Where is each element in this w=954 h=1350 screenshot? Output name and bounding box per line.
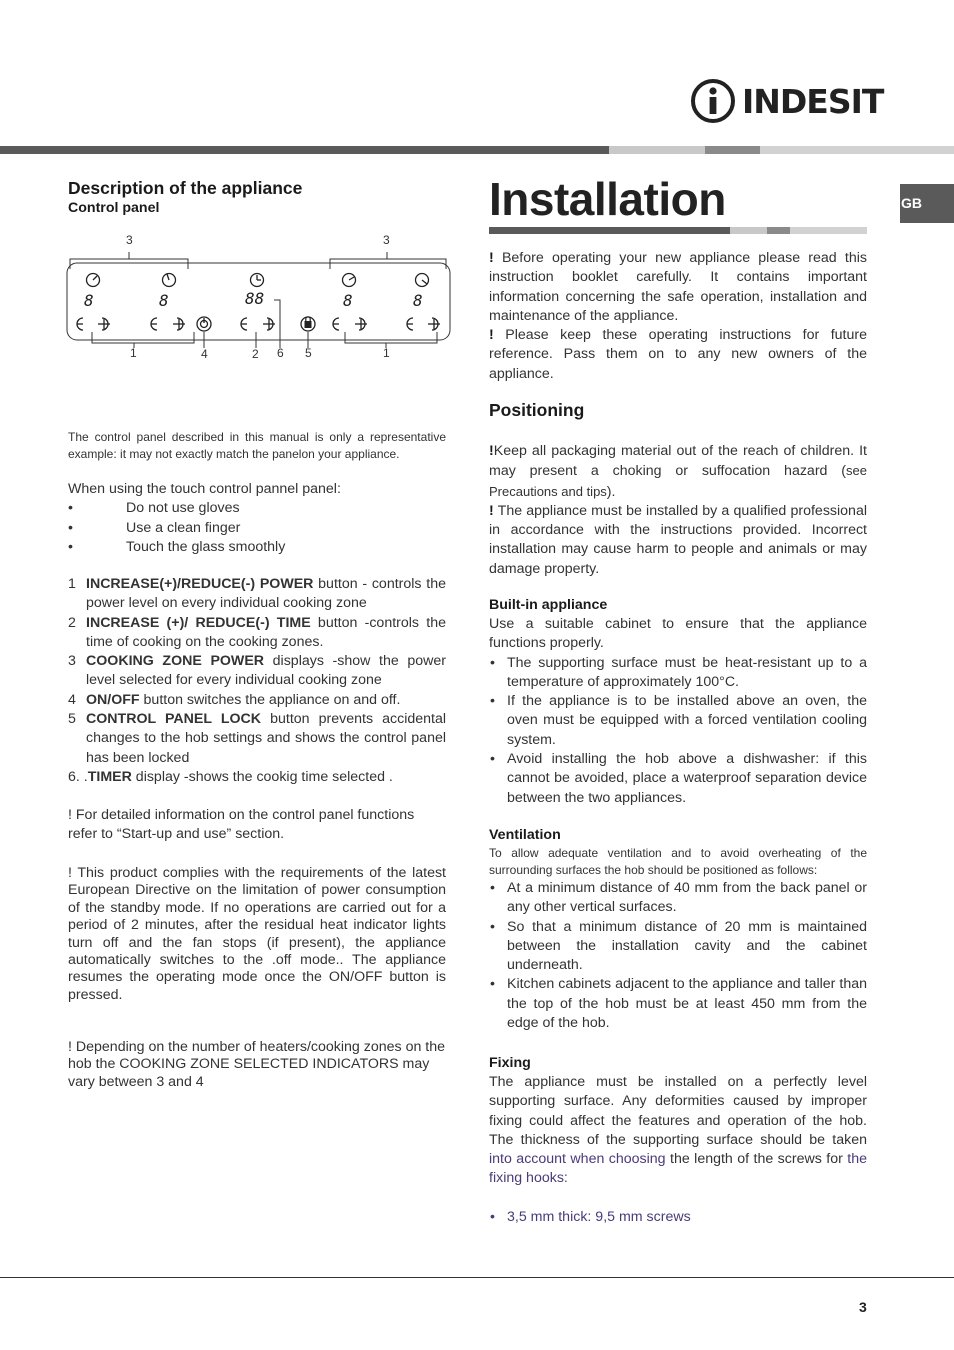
- language-tab: GB: [900, 184, 954, 223]
- list-item: • So that a minimum distance of 20 mm is maintained between the installation cavity and the cabinet underneath.: [489, 918, 867, 976]
- diagram-label-1-left: 1: [130, 346, 137, 360]
- list-item: • Do not use gloves: [68, 499, 446, 518]
- info-reference-paragraph: ! For detailed information on the control panel functions refer to “Start-up and use” section.: [68, 807, 415, 843]
- intro-paragraphs: [489, 249, 867, 384]
- legend-item: 2 INCREASE (+)/ REDUCE(-) TIME button -controls the time of cooking on the cooking zones.: [68, 614, 446, 650]
- list-item: • Use a clean finger: [68, 519, 446, 538]
- section-heading-description: Description of the appliance: [68, 178, 303, 198]
- brand-name: INDESIT: [742, 81, 884, 121]
- list-item: • If the appliance is to be installed above an oven, the oven must be equipped with a forced ventilation cooling system.: [489, 692, 867, 750]
- diagram-label-6: 6: [277, 346, 284, 360]
- diagram-label-4: 4: [201, 347, 208, 361]
- diagram-label-2: 2: [252, 347, 259, 361]
- control-panel-diagram: [64, 244, 456, 364]
- power-display-digit: 8: [343, 291, 353, 310]
- diagram-label-5: 5: [305, 346, 312, 360]
- fixing-paragraph: The appliance must be installed on a perfectly level supporting surface. Any deformities caused by improper fixing could affect the features and operation of the hob. The thickness of the supporting surface should be taken into account when choosing the length of the screws for the fixing hooks:: [489, 1074, 867, 1187]
- title-bar-light: [730, 227, 767, 234]
- title-bar-dark: [489, 227, 730, 234]
- power-display-digit: 8: [159, 291, 169, 310]
- list-item: • Kitchen cabinets adjacent to the appliance and taller than the top of the hob must be at least 450 mm from the edge of the hob.: [489, 975, 867, 1033]
- touch-usage-block: [68, 480, 446, 557]
- indesit-logo: [690, 78, 883, 124]
- indesit-i-logo-icon: [690, 78, 736, 124]
- legend-item: 6. .TIMER display -shows the cookig time selected .: [68, 768, 393, 785]
- title-bar-light-end: [790, 227, 867, 234]
- legend-item: 3 COOKING ZONE POWER displays -show the power level selected for every individual cooking zone: [68, 653, 446, 689]
- page-title: Installation: [489, 173, 726, 225]
- page-number: 3: [859, 1299, 867, 1315]
- subheading-ventilation: Ventilation: [489, 827, 561, 843]
- touch-intro: When using the touch control pannel panel:: [68, 481, 341, 497]
- representative-note: The control panel described in this manual is only a representative example: it may not exactly match the panelon your appliance.: [68, 430, 446, 461]
- list-item: • At a minimum distance of 40 mm from the back panel or any other vertical surfaces.: [489, 879, 867, 918]
- header-bar-light-end: [760, 146, 954, 154]
- subheading-built-in: Built-in appliance: [489, 597, 608, 613]
- list-item: • Touch the glass smoothly: [68, 538, 446, 557]
- list-item: • The supporting surface must be heat-resistant up to a temperature of approximately 100°C.: [489, 654, 867, 693]
- built-in-text: Use a suitable cabinet to ensure that the appliance functions properly.: [489, 616, 867, 652]
- packaging-warning: !Keep all packaging material out of the reach of children. It may present a choking or suffocation hazard (see Precautions and tips).: [489, 443, 867, 500]
- subheading-fixing: Fixing: [489, 1055, 531, 1071]
- diagram-label-3-left: 3: [126, 233, 133, 247]
- legend-item: 4 ON/OFF button switches the appliance on and off.: [68, 691, 401, 708]
- timer-display-digits: 88: [245, 289, 265, 308]
- built-in-block: [489, 615, 867, 808]
- header-bar-dark: [0, 146, 609, 154]
- power-display-digit: 8: [84, 291, 94, 310]
- diagram-label-1-right: 1: [383, 346, 390, 360]
- intro-read-booklet: ! Before operating your new appliance please read this instruction booklet carefully. It contains important information concerning the safe operation, installation and maintenance of the appliance.: [489, 250, 867, 324]
- legend-item: 1 INCREASE(+)/REDUCE(-) POWER button - controls the power level on every individual cooking zone: [68, 576, 446, 612]
- footer-divider: [0, 1277, 954, 1278]
- header-bar-light: [609, 146, 705, 154]
- legend-item: 5 CONTROL PANEL LOCK button prevents accidental changes to the hob settings and shows the control panel has been locked: [68, 711, 446, 766]
- subheading-control-panel: Control panel: [68, 200, 160, 216]
- indicators-note-paragraph: ! Depending on the number of heaters/cooking zones on the hob the COOKING ZONE SELECTED INDICATORS may vary between 3 and 4: [68, 1039, 446, 1090]
- control-legend-list: [68, 575, 446, 787]
- power-display-digit: 8: [413, 291, 423, 310]
- list-item: • Avoid installing the hob above a dishwasher: if this cannot be avoided, place a waterproof separation device between the two appliances.: [489, 750, 867, 808]
- header-bar-mid: [705, 146, 760, 154]
- intro-keep-instructions: ! Please keep these operating instructions for future reference. Pass them on to any new owners of the appliance.: [489, 327, 867, 382]
- qualified-installer-warning: ! The appliance must be installed by a qualified professional in accordance with the instructions provided. Incorrect installation may cause harm to people and animals or may damage property.: [489, 502, 867, 577]
- list-item: • 3,5 mm thick: 9,5 mm screws: [489, 1208, 867, 1227]
- on-off-button-icon: [197, 317, 211, 331]
- control-lock-icon: [301, 317, 315, 331]
- ventilation-text: To allow adequate ventilation and to avoid overheating of the surrounding surfaces the hob should be positioned as follows:: [489, 846, 867, 877]
- diagram-label-3-right: 3: [383, 233, 390, 247]
- section-heading-positioning: Positioning: [489, 400, 585, 420]
- positioning-paragraphs: [489, 442, 867, 579]
- title-bar-mid: [767, 227, 790, 234]
- standby-compliance-paragraph: ! This product complies with the requirements of the latest European Directive on the limitation of power consumption of the standby mode. If no operations are carried out for a period of 2 minutes, after the residual heat indicator lights turn off and the fan stops (if present), the appliance automatically switches to the .off mode.. The appliance resumes the operating mode once the ON/OFF button is pressed.: [68, 865, 446, 1003]
- ventilation-block: [489, 845, 867, 1033]
